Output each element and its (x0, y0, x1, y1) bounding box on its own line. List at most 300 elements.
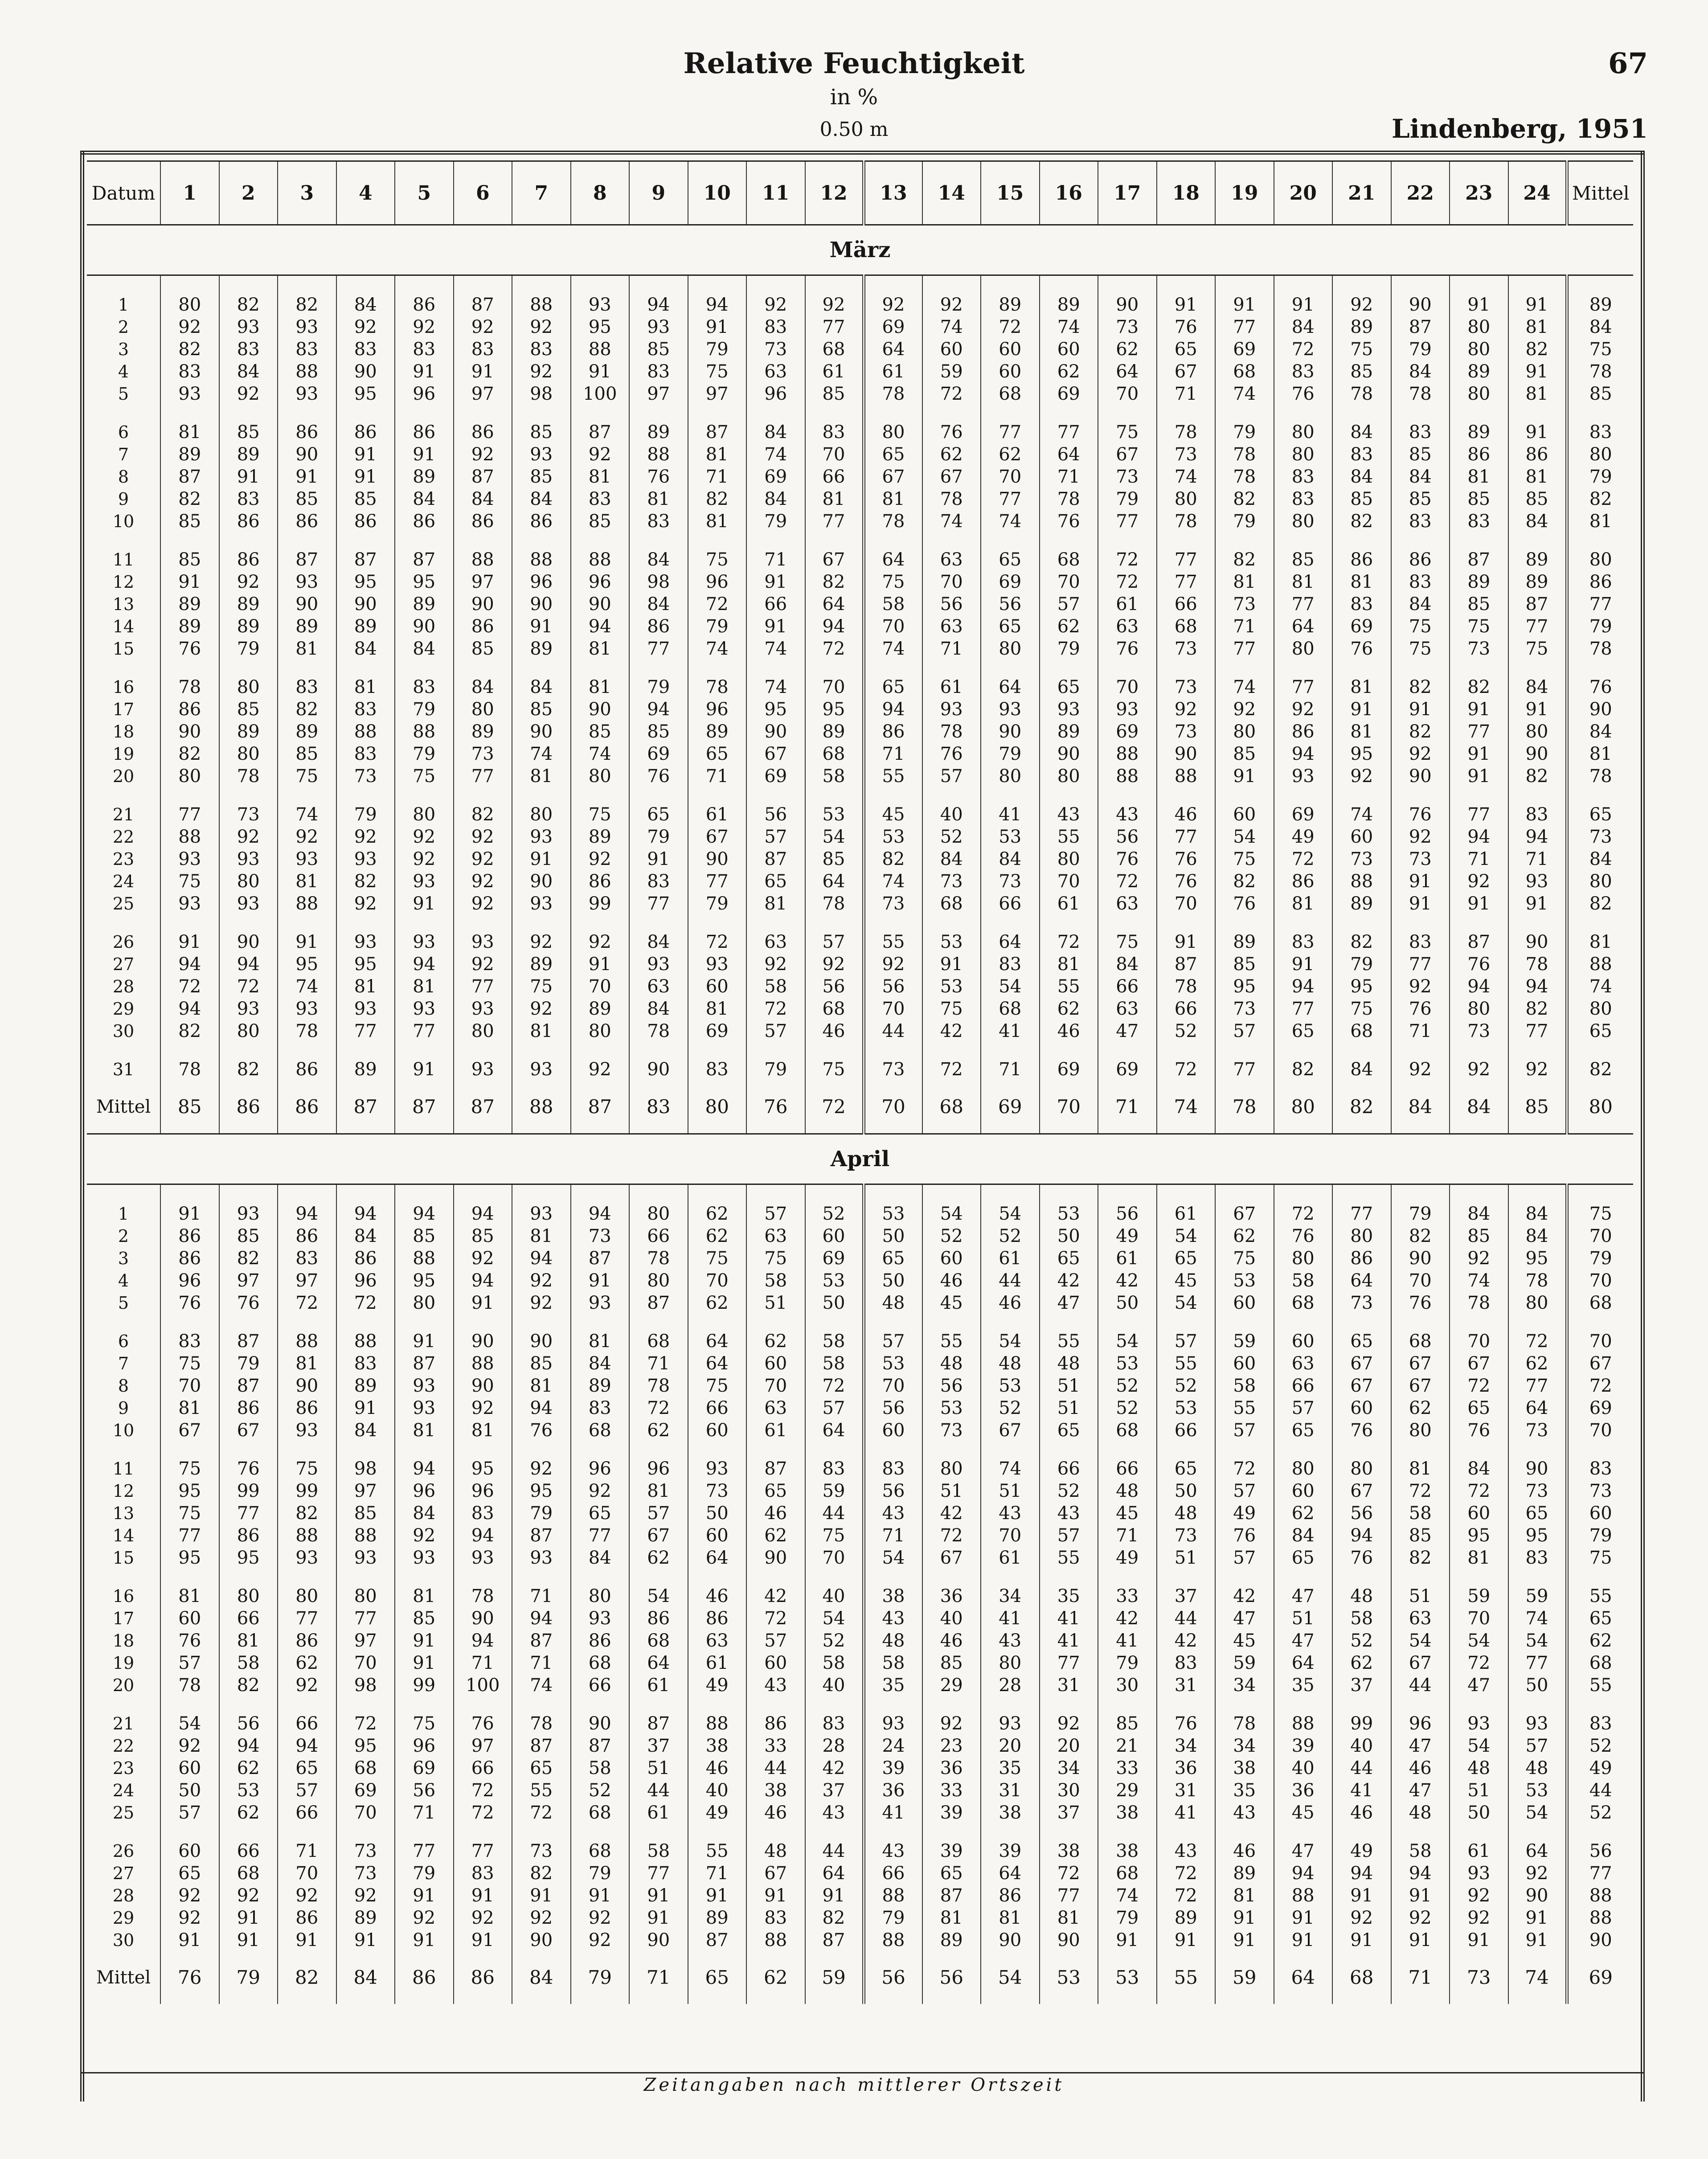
humidity-value: 76 (1174, 317, 1197, 337)
humidity-value: 77 (1291, 594, 1315, 615)
humidity-value: 93 (530, 1548, 553, 1568)
humidity-value: 92 (471, 827, 494, 847)
humidity-value: 91 (588, 1270, 611, 1291)
humidity-value: 90 (530, 871, 553, 892)
humidity-value: 47 (1409, 1736, 1432, 1756)
humidity-value: 91 (647, 1885, 670, 1906)
hour-value-cells (1508, 791, 1567, 918)
hour-value-cells (1332, 1318, 1391, 1445)
hour-value-cells (922, 1046, 981, 1084)
humidity-value: 68 (822, 339, 845, 360)
humidity-value: 77 (1057, 1885, 1080, 1906)
humidity-value: 79 (1409, 1204, 1432, 1224)
hourly-mean-value: 86 (219, 1084, 278, 1134)
hour-value-cells (922, 536, 981, 664)
day-number: 20 (112, 1676, 135, 1695)
humidity-value: 92 (530, 999, 553, 1019)
hour-value-cells (1157, 1573, 1216, 1700)
day-number: 6 (118, 1331, 129, 1351)
humidity-value: 83 (999, 954, 1022, 975)
humidity-value: 64 (705, 1353, 729, 1374)
humidity-value: 77 (1174, 572, 1197, 592)
humidity-value: 38 (999, 1803, 1022, 1823)
humidity-value: 66 (822, 467, 845, 487)
humidity-value: 33 (940, 1780, 963, 1801)
humidity-value: 94 (471, 1270, 494, 1291)
frame-bottom-rule (80, 2072, 1645, 2073)
humidity-value: 70 (764, 1376, 787, 1396)
humidity-value: 52 (999, 1398, 1022, 1418)
humidity-value: 46 (1174, 804, 1197, 825)
humidity-value: 85 (530, 422, 553, 442)
humidity-value: 41 (1116, 1631, 1139, 1651)
humidity-value: 91 (1233, 766, 1256, 787)
humidity-value: 92 (471, 849, 494, 869)
humidity-value: 81 (647, 1481, 670, 1501)
hour-value-cells (1450, 1827, 1508, 1955)
humidity-value: 43 (999, 1503, 1022, 1524)
humidity-value: 82 (705, 489, 729, 509)
day-number: 17 (112, 700, 135, 719)
humidity-value: 66 (588, 1675, 611, 1696)
humidity-value: 76 (1409, 999, 1432, 1019)
humidity-value: 91 (1525, 893, 1548, 914)
humidity-value: 68 (588, 1653, 611, 1673)
humidity-value: 74 (1467, 1270, 1491, 1291)
humidity-value: 92 (530, 361, 553, 382)
humidity-value: 83 (295, 339, 319, 360)
humidity-value: 94 (1350, 1863, 1373, 1884)
hourly-mean-value: 88 (512, 1084, 571, 1134)
humidity-value: 53 (882, 827, 905, 847)
humidity-value: 71 (1467, 849, 1491, 869)
humidity-value: 72 (764, 999, 787, 1019)
humidity-value: 65 (882, 677, 905, 697)
humidity-value: 92 (1409, 827, 1432, 847)
humidity-value: 87 (354, 549, 377, 570)
hour-value-cells (1332, 1827, 1391, 1955)
humidity-value: 44 (882, 1021, 905, 1041)
humidity-value: 91 (1467, 699, 1491, 720)
hour-value-cells (336, 791, 395, 918)
humidity-value: 55 (882, 932, 905, 952)
humidity-value: 60 (705, 976, 729, 997)
humidity-value: 80 (530, 804, 553, 825)
humidity-value: 92 (588, 1059, 611, 1080)
humidity-value: 92 (530, 317, 553, 337)
humidity-value: 66 (1174, 1420, 1197, 1441)
hour-value-cells (805, 1046, 864, 1084)
hour-value-cells (336, 664, 395, 791)
humidity-value: 57 (1525, 1736, 1548, 1756)
humidity-value: 37 (1350, 1675, 1373, 1696)
humidity-value: 90 (178, 721, 201, 742)
humidity-value: 78 (1233, 444, 1256, 465)
humidity-value: 66 (1291, 1376, 1315, 1396)
hour-value-cells (395, 275, 454, 409)
humidity-value: 41 (1174, 1803, 1197, 1823)
daily-mean-value: 55 (1589, 1675, 1612, 1696)
humidity-value: 88 (471, 549, 494, 570)
humidity-value: 90 (1116, 295, 1139, 315)
hour-value-cells (571, 536, 630, 664)
humidity-value: 60 (1350, 827, 1373, 847)
day-number: 20 (112, 766, 135, 786)
humidity-value: 86 (647, 1608, 670, 1629)
humidity-value: 75 (822, 1059, 845, 1080)
hour-value-cells (1450, 1046, 1508, 1084)
humidity-value: 69 (1291, 804, 1315, 825)
humidity-value: 61 (1116, 594, 1139, 615)
day-number: 19 (112, 1653, 135, 1673)
humidity-value: 90 (1525, 932, 1548, 952)
humidity-value: 89 (1525, 549, 1548, 570)
humidity-value: 45 (1233, 1631, 1256, 1651)
humidity-value: 93 (413, 871, 436, 892)
day-number: 28 (112, 1886, 135, 1905)
humidity-value: 93 (588, 1608, 611, 1629)
humidity-value: 61 (705, 804, 729, 825)
humidity-value: 88 (295, 361, 319, 382)
humidity-value: 67 (1350, 1376, 1373, 1396)
humidity-value: 50 (1525, 1675, 1548, 1696)
humidity-value: 90 (1409, 766, 1432, 787)
humidity-value: 33 (764, 1736, 787, 1756)
humidity-value: 75 (822, 1525, 845, 1546)
humidity-value: 49 (705, 1803, 729, 1823)
month-title: März (87, 225, 1633, 275)
humidity-value: 63 (1116, 999, 1139, 1019)
hour-value-cells (395, 1318, 454, 1445)
humidity-value: 86 (354, 511, 377, 532)
day-numbers (87, 664, 160, 791)
hour-value-cells (336, 275, 395, 409)
hour-value-cells (1450, 1445, 1508, 1573)
hourly-mean-value: 86 (454, 1955, 512, 2004)
humidity-value: 64 (705, 1548, 729, 1568)
humidity-value: 68 (1409, 1331, 1432, 1352)
humidity-value: 76 (1174, 871, 1197, 892)
hour-value-cells (278, 1700, 336, 1827)
humidity-value: 93 (999, 1713, 1022, 1734)
humidity-value: 70 (178, 1376, 201, 1396)
hour-value-cells (454, 1573, 512, 1700)
humidity-value: 58 (1291, 1270, 1315, 1291)
hour-value-cells (160, 791, 219, 918)
humidity-value: 83 (822, 1458, 845, 1479)
humidity-value: 78 (1233, 467, 1256, 487)
day-numbers (87, 536, 160, 664)
humidity-value: 77 (1525, 1376, 1548, 1396)
humidity-value: 86 (295, 1398, 319, 1418)
humidity-value: 91 (178, 1204, 201, 1224)
hour-value-cells (805, 1318, 864, 1445)
humidity-value: 68 (588, 1420, 611, 1441)
humidity-value: 81 (295, 639, 319, 659)
humidity-value: 57 (1174, 1331, 1197, 1352)
humidity-value: 73 (354, 766, 377, 787)
humidity-value: 89 (1525, 572, 1548, 592)
daily-mean-value: 88 (1589, 954, 1612, 975)
humidity-value: 96 (413, 1481, 436, 1501)
humidity-value: 65 (1174, 1458, 1197, 1479)
humidity-value: 67 (940, 467, 963, 487)
humidity-value: 75 (1350, 339, 1373, 360)
humidity-value: 28 (999, 1675, 1022, 1696)
hour-value-cells (746, 791, 805, 918)
humidity-value: 91 (764, 1885, 787, 1906)
humidity-value: 69 (413, 1758, 436, 1778)
daily-mean-cells (1567, 1318, 1633, 1445)
hour-value-cells (1508, 409, 1567, 536)
hour-value-cells (512, 791, 571, 918)
hour-value-cells (1098, 1573, 1157, 1700)
humidity-value: 88 (354, 1331, 377, 1352)
humidity-value: 88 (530, 549, 553, 570)
humidity-value: 73 (1233, 999, 1256, 1019)
humidity-value: 91 (354, 1930, 377, 1950)
humidity-value: 89 (1233, 932, 1256, 952)
humidity-value: 86 (413, 295, 436, 315)
daily-mean-value: 86 (1589, 572, 1612, 592)
humidity-value: 99 (588, 893, 611, 914)
humidity-value: 63 (764, 1398, 787, 1418)
humidity-value: 94 (295, 1204, 319, 1224)
humidity-value: 77 (354, 1608, 377, 1629)
humidity-value: 81 (822, 489, 845, 509)
humidity-value: 84 (413, 639, 436, 659)
hour-value-cells (278, 664, 336, 791)
humidity-value: 72 (1291, 1204, 1315, 1224)
humidity-value: 86 (178, 1248, 201, 1269)
humidity-value: 92 (471, 444, 494, 465)
humidity-value: 74 (705, 639, 729, 659)
humidity-value: 41 (999, 1608, 1022, 1629)
hour-value-cells (1508, 1445, 1567, 1573)
hour-value-cells (1215, 275, 1274, 409)
humidity-value: 81 (237, 1631, 260, 1651)
humidity-value: 92 (1467, 1908, 1491, 1928)
humidity-value: 45 (882, 804, 905, 825)
humidity-value: 90 (354, 594, 377, 615)
humidity-value: 80 (471, 1021, 494, 1041)
humidity-value: 89 (1467, 422, 1491, 442)
humidity-value: 53 (940, 932, 963, 952)
humidity-value: 91 (1525, 699, 1548, 720)
humidity-value: 59 (1233, 1331, 1256, 1352)
humidity-value: 81 (530, 1021, 553, 1041)
humidity-value: 41 (882, 1803, 905, 1823)
humidity-value: 77 (1174, 827, 1197, 847)
hour-value-cells (746, 1700, 805, 1827)
daily-mean-cells (1567, 1700, 1633, 1827)
humidity-value: 92 (413, 849, 436, 869)
humidity-value: 79 (413, 699, 436, 720)
humidity-value: 77 (178, 804, 201, 825)
humidity-value: 73 (1174, 721, 1197, 742)
day-number: 30 (112, 1021, 135, 1041)
humidity-value: 57 (1057, 1525, 1080, 1546)
humidity-value: 65 (178, 1863, 201, 1884)
hour-value-cells (1098, 1046, 1157, 1084)
day-number: 6 (118, 422, 129, 442)
humidity-value: 91 (295, 1930, 319, 1950)
humidity-value: 82 (178, 339, 201, 360)
humidity-value: 97 (647, 384, 670, 404)
humidity-value: 48 (1350, 1586, 1373, 1606)
hour-value-cells (981, 791, 1040, 918)
day-number: 13 (112, 1504, 135, 1523)
humidity-value: 51 (1174, 1548, 1197, 1568)
humidity-value: 90 (1057, 1930, 1080, 1950)
humidity-value: 61 (882, 361, 905, 382)
humidity-value: 92 (1174, 699, 1197, 720)
humidity-value: 85 (295, 489, 319, 509)
humidity-value: 62 (1057, 361, 1080, 382)
humidity-value: 69 (1350, 616, 1373, 637)
daily-mean-value: 78 (1589, 766, 1612, 787)
humidity-value: 73 (588, 1226, 611, 1246)
hour-value-cells (1157, 275, 1216, 409)
humidity-value: 80 (1467, 384, 1491, 404)
hour-value-cells (219, 1184, 278, 1318)
humidity-value: 65 (1057, 1248, 1080, 1269)
hour-value-cells (571, 1318, 630, 1445)
humidity-value: 87 (588, 422, 611, 442)
hour-value-cells (1508, 918, 1567, 1046)
humidity-value: 86 (295, 1059, 319, 1080)
humidity-value: 86 (178, 1226, 201, 1246)
hour-column-header: 4 (336, 161, 395, 225)
humidity-value: 49 (1350, 1841, 1373, 1861)
humidity-value: 96 (413, 384, 436, 404)
humidity-value: 80 (1467, 999, 1491, 1019)
humidity-value: 69 (822, 1248, 845, 1269)
humidity-value: 63 (1116, 616, 1139, 637)
humidity-value: 81 (530, 1376, 553, 1396)
hourly-mean-value: 84 (336, 1955, 395, 2004)
hour-value-cells (1391, 1573, 1450, 1700)
humidity-value: 93 (178, 849, 201, 869)
hour-value-cells (278, 275, 336, 409)
humidity-value: 77 (647, 639, 670, 659)
humidity-value: 88 (413, 721, 436, 742)
day-number: 16 (112, 1586, 135, 1606)
humidity-value: 86 (471, 616, 494, 637)
date-column-header: Datum (87, 161, 160, 225)
humidity-value: 93 (588, 295, 611, 315)
humidity-value: 75 (178, 1503, 201, 1524)
humidity-value: 92 (354, 827, 377, 847)
humidity-value: 91 (295, 467, 319, 487)
hour-value-cells (219, 1827, 278, 1955)
humidity-value: 57 (764, 1631, 787, 1651)
hour-value-cells (512, 1573, 571, 1700)
humidity-value: 70 (999, 467, 1022, 487)
hour-value-cells (1157, 1827, 1216, 1955)
humidity-value: 77 (295, 1608, 319, 1629)
unit-label: in % (830, 85, 878, 110)
hour-value-cells (864, 1445, 922, 1573)
humidity-value: 68 (647, 1331, 670, 1352)
hour-column-header: 21 (1332, 161, 1391, 225)
humidity-value: 91 (1174, 932, 1197, 952)
humidity-value: 92 (1467, 1885, 1491, 1906)
daily-mean-value: 80 (1589, 999, 1612, 1019)
humidity-value: 73 (1467, 639, 1491, 659)
hourly-mean-value: 68 (1332, 1955, 1391, 2004)
humidity-value: 74 (1350, 804, 1373, 825)
humidity-value: 65 (1057, 677, 1080, 697)
humidity-value: 92 (413, 1525, 436, 1546)
humidity-value: 83 (1525, 1548, 1548, 1568)
humidity-value: 72 (1409, 1481, 1432, 1501)
humidity-value: 67 (647, 1525, 670, 1546)
hour-value-cells (922, 1184, 981, 1318)
humidity-value: 94 (413, 954, 436, 975)
humidity-value: 94 (530, 1608, 553, 1629)
humidity-value: 83 (647, 361, 670, 382)
humidity-value: 73 (1174, 444, 1197, 465)
humidity-value: 82 (237, 1675, 260, 1696)
humidity-value: 36 (940, 1586, 963, 1606)
station-name: Lindenberg, 1951 (1392, 114, 1648, 144)
humidity-value: 39 (940, 1841, 963, 1861)
humidity-value: 84 (1350, 422, 1373, 442)
humidity-value: 78 (1174, 511, 1197, 532)
humidity-value: 93 (471, 1059, 494, 1080)
humidity-value: 91 (764, 572, 787, 592)
daily-mean-cells (1567, 1573, 1633, 1700)
footer-note: Zeitangaben nach mittlerer Ortszeit (643, 2075, 1065, 2095)
humidity-value: 85 (530, 699, 553, 720)
humidity-value: 88 (764, 1930, 787, 1950)
humidity-value: 83 (237, 339, 260, 360)
humidity-value: 82 (237, 295, 260, 315)
daily-mean-value: 80 (1589, 444, 1612, 465)
day-number: 21 (112, 805, 135, 824)
humidity-value: 65 (1291, 1548, 1315, 1568)
hourly-mean-value: 82 (1332, 1084, 1391, 1134)
humidity-value: 89 (471, 721, 494, 742)
humidity-value: 86 (295, 1908, 319, 1928)
hour-value-cells (1450, 664, 1508, 791)
humidity-value: 78 (1174, 422, 1197, 442)
humidity-value: 80 (1291, 444, 1315, 465)
humidity-value: 76 (1350, 1420, 1373, 1441)
humidity-value: 74 (1057, 317, 1080, 337)
humidity-value: 43 (822, 1803, 845, 1823)
humidity-value: 51 (999, 1481, 1022, 1501)
humidity-value: 77 (647, 893, 670, 914)
humidity-value: 46 (822, 1021, 845, 1041)
hour-value-cells (922, 409, 981, 536)
hour-value-cells (688, 1445, 747, 1573)
humidity-value: 89 (647, 422, 670, 442)
humidity-value: 72 (647, 1398, 670, 1418)
humidity-value: 67 (1233, 1204, 1256, 1224)
hour-column-header: 2 (219, 161, 278, 225)
humidity-value: 61 (999, 1548, 1022, 1568)
humidity-value: 72 (705, 932, 729, 952)
humidity-value: 95 (413, 572, 436, 592)
humidity-value: 66 (705, 1398, 729, 1418)
humidity-value: 66 (1174, 999, 1197, 1019)
humidity-value: 91 (705, 317, 729, 337)
hour-value-cells (688, 409, 747, 536)
humidity-value: 87 (1409, 317, 1432, 337)
humidity-value: 71 (1233, 616, 1256, 637)
